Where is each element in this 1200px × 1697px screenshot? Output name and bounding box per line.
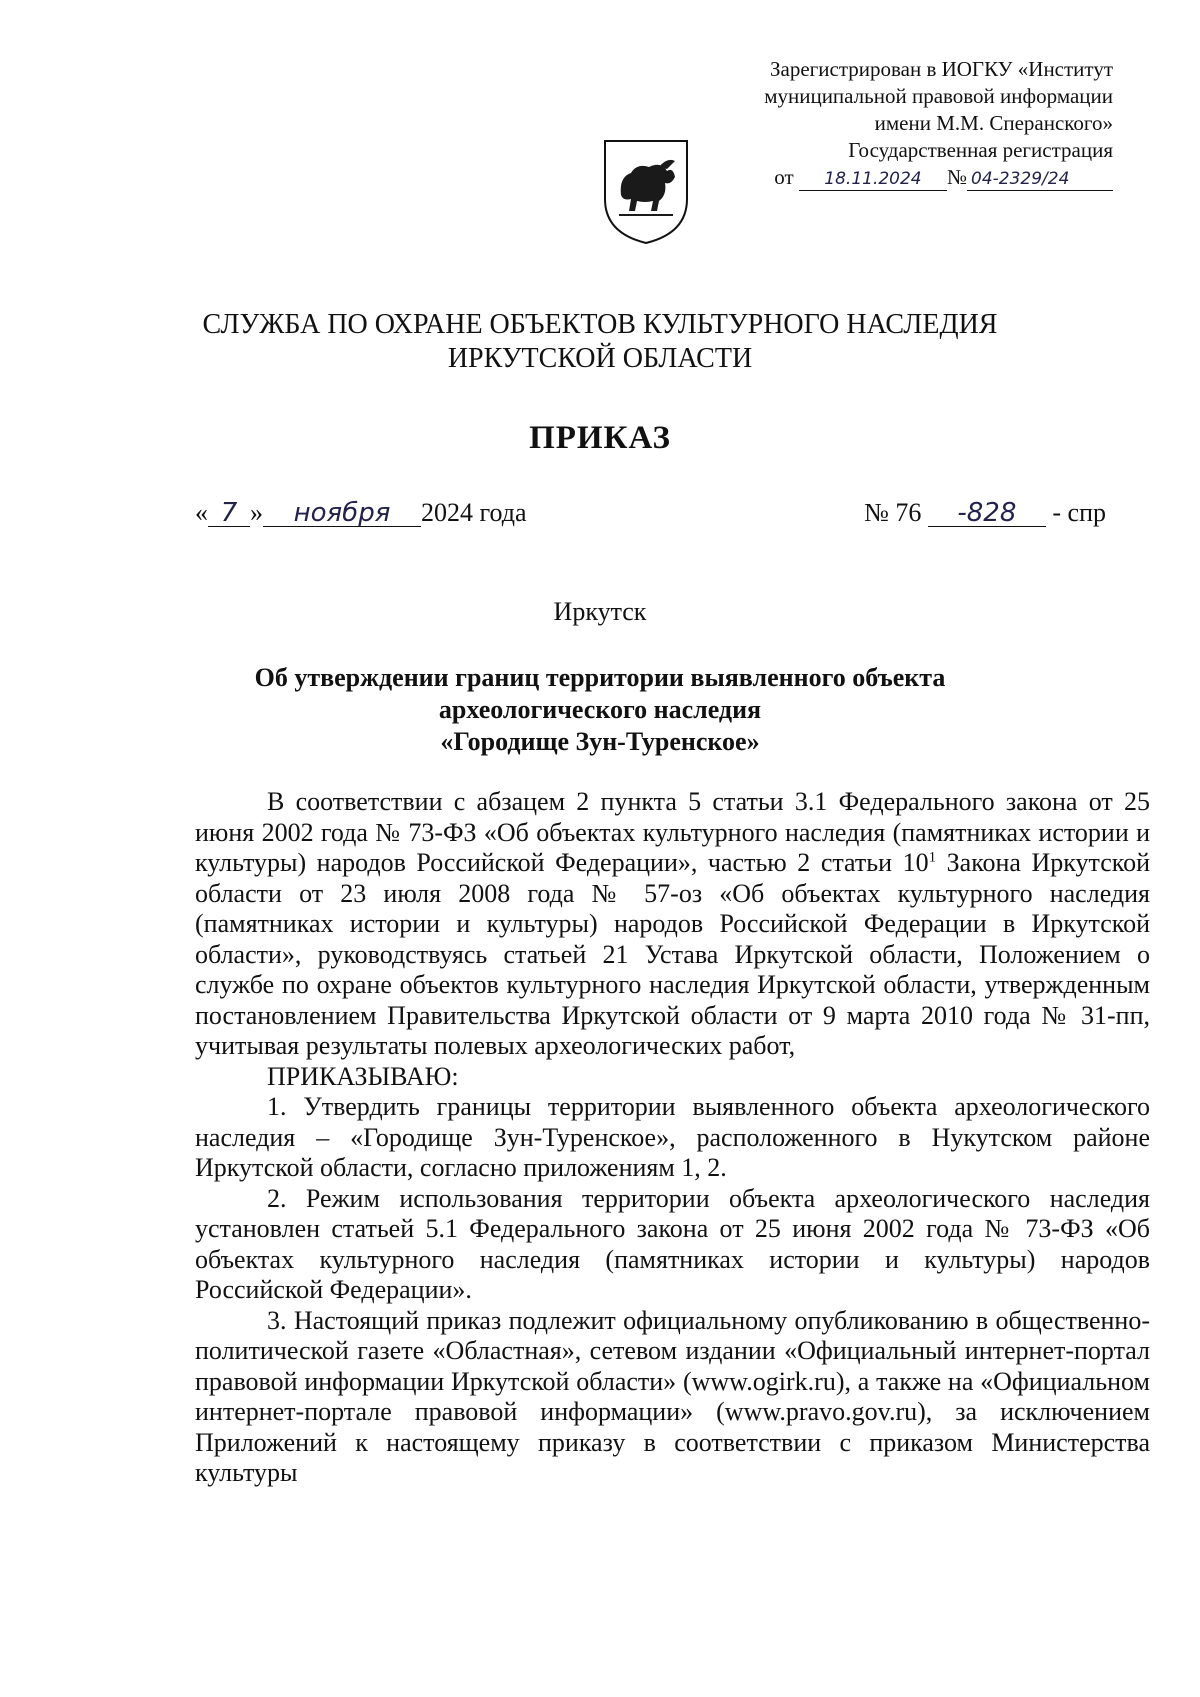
registration-line-1: Зарегистрирован в ИОГКУ «Институт: [769, 57, 1113, 81]
coat-of-arms-icon: [601, 137, 691, 247]
number-suffix: - спр: [1052, 498, 1106, 527]
city: Иркутск: [553, 597, 647, 626]
subject-line-1: Об утверждении границ территории выявленного объекта: [254, 663, 946, 692]
date-open-quote: «: [195, 498, 208, 527]
registration-number-label: №: [946, 165, 967, 189]
number-prefix: № 76: [864, 498, 922, 527]
order-body: [195, 787, 1150, 1489]
organization-line-1: СЛУЖБА ПО ОХРАНЕ ОБЪЕКТОВ КУЛЬТУРНОГО НАСЛЕДИЯ: [202, 309, 998, 340]
preamble-paragraph: [195, 787, 1150, 1062]
subject-line-3: «Городище Зун-Туренское»: [440, 727, 760, 756]
registration-line-2: муниципальной правовой информации: [764, 84, 1113, 108]
order-word: ПРИКАЗЫВАЮ:: [267, 1061, 459, 1091]
order-item-2: 2. Режим использования территории объекта археологического наследия установлен статьей 5.1 Федерального закона от 25 июня 2002 года № 73-ФЗ «Об объектах культурного наследия (памятниках истории и культуры) народов Российской Федерации».: [195, 1183, 1150, 1304]
date-month: ноября: [263, 500, 421, 527]
order-item-1: 1. Утвердить границы территории выявленного объекта археологического наследия – «Городище Зун-Туренское», расположенного в Нукутском районе Иркутской области, согласно приложениям 1, 2.: [195, 1092, 1150, 1182]
preamble-text-a: В соответствии с абзацем 2 пункта 5 статьи 3.1 Федерального закона от 25 июня 2002 года № 73-ФЗ «Об объектах культурного наследия (памятниках истории и культуры) народов Российской Федерации», частью 2 статьи 10: [195, 787, 1150, 877]
registration-number: 04-2329/24: [967, 168, 1113, 191]
registration-from-label: от: [774, 165, 794, 189]
order-subject: [200, 662, 1000, 758]
registration-stamp: [693, 56, 1113, 191]
registration-line-5: [693, 164, 1113, 191]
date-close-quote: »: [250, 498, 263, 527]
registration-line-3: имени М.М. Сперанского»: [874, 111, 1113, 135]
order-item-3: 3. Настоящий приказ подлежит официальному опубликованию в общественно-политической газете «Областная», сетевом издании «Официальный интернет-портал правовой информации Иркутской области» (www.ogirk.ru), а также на «Официальном интернет-портале правовой информации» (www.pravo.gov.ru), за исключением Приложений к настоящему приказу в соответствии с приказом Министерства культуры: [195, 1305, 1150, 1487]
order-number: [864, 497, 1106, 529]
registration-date: 18.11.2024: [799, 168, 947, 191]
organization-line-2: ИРКУТСКОЙ ОБЛАСТИ: [447, 343, 753, 374]
document-type: ПРИКАЗ: [529, 420, 671, 456]
preamble-text-b: Закона Иркутской области от 23 июля 2008 года № 57-оз «Об объектах культурного наследия (памятниках истории и культуры) народов Российской Федерации в Иркутской области», руководствуясь статьей 21 Устава Иркутской области, Положением о службе по охране объектов культурного наследия Иркутской области, утвержденным постановлением Правительства Иркутской области от 9 марта 2010 года № 31-пп, учитывая результаты полевых археологических работ,: [195, 848, 1151, 1060]
number-handwritten: -828: [928, 500, 1046, 527]
organization-name: [150, 308, 1050, 376]
subject-line-2: археологического наследия: [438, 695, 762, 724]
date-day: 7: [208, 500, 250, 527]
date-year: 2024 года: [421, 498, 527, 527]
preamble-superscript: 1: [928, 849, 937, 866]
registration-line-4: Государственная регистрация: [848, 138, 1113, 162]
order-date: [195, 497, 527, 529]
